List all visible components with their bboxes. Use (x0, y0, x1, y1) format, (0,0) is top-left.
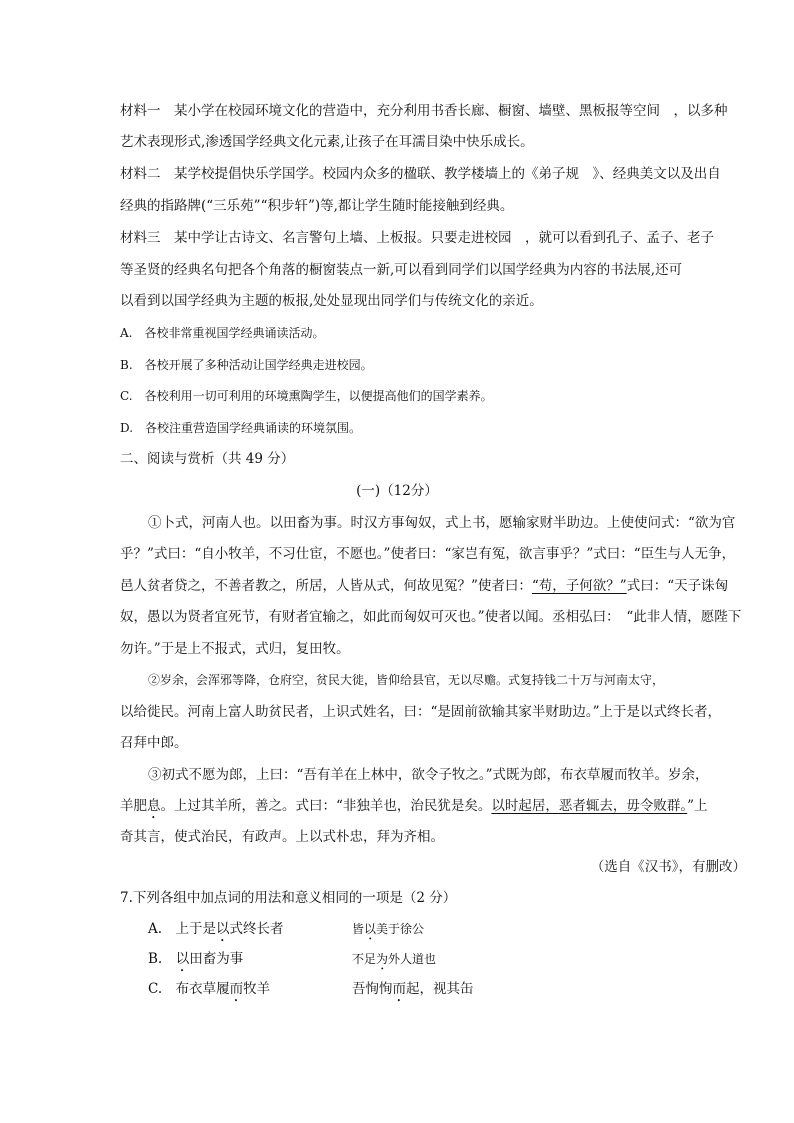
passage-p3-line-2-a: 羊肥 (120, 798, 147, 814)
q7-b-right-pre: 不足 (352, 952, 377, 966)
q7-option-b-left (148, 950, 243, 975)
material-3-line-1: 材料三 某中学让古诗文、名言警句上墙、上板报。只要走进校园 ，就可以看到孔子、孟子、老子 (120, 230, 714, 246)
passage-p3-line-2-b: 。上过其羊所，善之。式曰：“非独羊也，治民犹是矣。 (160, 798, 492, 814)
underlined-phrase-2: 以时起居，恶者辄去，毋令败群。 (491, 798, 688, 814)
option-c: C. 各校利用一切可利用的环境熏陶学生，以便提高他们的国学素养。 (120, 389, 493, 403)
q7-a-right-pre: 皆 (352, 922, 365, 936)
passage-p1-line-2: 乎？”式曰：“自小牧羊，不习仕宦，不愿也。”使者曰：“家岂有冤，欲言事乎？”式曰：“臣生与人无争， (120, 546, 736, 562)
option-b: B. 各校开展了多种活动让国学经典走进校园。 (120, 358, 373, 372)
q7-a-post: 式终长者 (229, 921, 284, 937)
underlined-phrase-1: “苟，子何欲？” (531, 578, 627, 594)
q7-option-c-right (352, 980, 474, 1005)
q7-b-right-post: 外人道也 (388, 952, 437, 966)
material-2-line-1: 材料二 某学校提倡快乐学国学。校园内众多的楹联、教学楼墙上的《弟子规 》、经典美文以及出自 (120, 166, 721, 182)
q7-a-right-dotted: 以 (364, 922, 377, 936)
q7-a-pre: A. 上于是 (148, 921, 217, 937)
option-a: A. 各校非常重视国学经典诵读活动。 (120, 326, 325, 340)
passage-p3-line-2 (120, 797, 708, 822)
option-d: D. 各校注重营造国学经典诵读的环境氛围。 (120, 421, 362, 435)
passage-source: （选自《汉书》，有删改） (590, 859, 746, 875)
passage-p1-line-3 (120, 577, 728, 595)
q7-a-right-post: 美于徐公 (376, 922, 425, 936)
passage-p1-line-1: ①卜式，河南人也。以田畜为事。时汉方事匈奴，式上书，愿输家财半助边。上使使问式：“欲为官 (148, 515, 736, 531)
passage-p3-line-3: 奇其言，使式治民，有政声。上以式朴忠，拜为齐相。 (120, 829, 444, 845)
q7-option-a-right (352, 920, 424, 943)
question-7-stem: 7.下列各组中加点词的用法和意义相同的一项是（2 分） (120, 890, 457, 906)
q7-a-dotted: 以 (216, 921, 230, 937)
q7-c-dotted: 而 (229, 981, 244, 997)
q7-c-pre: C. 布衣草履 (148, 981, 230, 997)
q7-option-c-left (148, 980, 270, 1005)
q7-c-post: 牧羊 (243, 981, 271, 997)
q7-b-dotted: 以 (175, 951, 190, 967)
q7-c-right-post: 起，视其缶 (406, 981, 474, 997)
passage-p2-line-2: 以给徙民。河南上富人助贫民者，上识式姓名，曰：“是固前欲输其家半财助边。”上于是以式终长者， (120, 704, 722, 720)
q7-b-right-dotted: 为 (376, 952, 389, 966)
q7-option-b-right (352, 950, 436, 973)
q7-b-post: 田畜为事 (189, 951, 244, 967)
material-3-line-2: 等圣贤的经典名句把各个角落的橱窗装点一新,可以看到同学们以国学经典为内容的书法展,还可 (120, 262, 683, 278)
material-3-line-3: 以看到以国学经典为主题的板报,处处显现出同学们与传统文化的亲近。 (120, 293, 543, 309)
q7-b-pre: B. (148, 951, 176, 967)
passage-p1-line-3-tail: 式曰：“天子诛匈 (626, 578, 729, 594)
material-2-line-2: 经典的指路牌(“三乐苑”“积步轩”)等,都让学生随时能接触到经典。 (120, 198, 514, 214)
passage-p3-line-1: ③初式不愿为郎，上曰：“吾有羊在上林中，欲令子牧之。”式既为郎，布衣草履而牧羊。岁余， (148, 767, 709, 783)
passage-p3-line-2-c: ”上 (687, 798, 708, 814)
q7-c-right-dotted: 而 (392, 981, 406, 997)
passage-subheading: (一)（12分） (356, 483, 438, 499)
passage-p1-line-4: 奴，愚以为贤者宜死节，有财者宜输之，如此而匈奴可灭也。”使者以闻。丞相弘曰： “此非人情，愿陛下 (120, 609, 742, 625)
dotted-word-xi: 息 (147, 798, 161, 814)
passage-p2-line-3: 召拜中郎。 (120, 735, 188, 751)
q7-c-right-pre: 吾恂恂 (352, 981, 393, 997)
material-1-line-2: 艺术表现形式,渗透国学经典文化元素,让孩子在耳濡目染中快乐成长。 (120, 134, 534, 150)
section-heading: 二、阅读与赏析（共 49 分） (120, 451, 295, 467)
passage-p1-line-5: 勿许。”于是上不报式，式归，复田牧。 (120, 641, 350, 657)
material-1-line-1: 材料一 某小学在校园环境文化的营造中，充分利用书香长廊、橱窗、墙壁、黑板报等空间 ，以多种 (120, 103, 728, 119)
passage-p2-line-1: ②岁余，会浑邪等降，仓府空，贫民大徙，皆仰给县官，无以尽赡。式复持钱二十万与河南太守， (148, 673, 665, 687)
q7-option-a-left (148, 920, 284, 945)
passage-p1-line-3-text: 邑人贫者贷之，不善者教之，所居，人皆从式，何故见冤？”使者曰： (120, 578, 532, 594)
